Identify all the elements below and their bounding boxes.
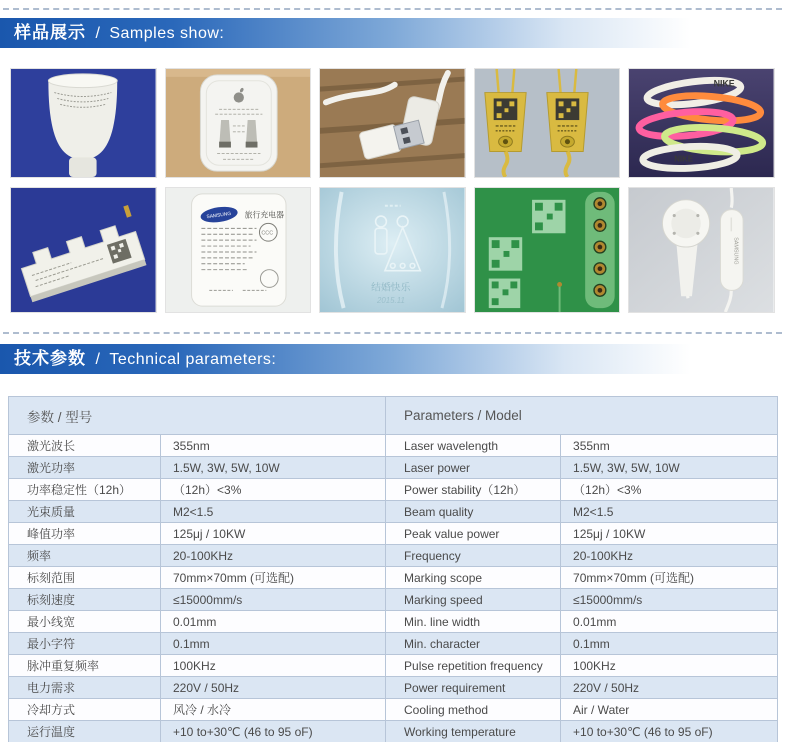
charger-body (200, 75, 277, 171)
sample-photo-nike-wristbands (628, 68, 775, 178)
cn-value-cell: 100KHz (161, 655, 386, 677)
cn-value-cell: 0.1mm (161, 633, 386, 655)
table-row (9, 545, 778, 567)
cn-param-cell: 激光功率 (9, 457, 161, 479)
en-param-cell: Min. character (386, 633, 561, 655)
table-row (9, 655, 778, 677)
cn-value-cell: 70mm×70mm (可选配) (161, 567, 386, 589)
cn-value-cell: 风冷 / 水冷 (161, 699, 386, 721)
sample-photo-glass-engraving (319, 187, 466, 313)
sample-photo-led-bulb (10, 68, 157, 178)
parameters-title-en: Technical parameters: (109, 351, 277, 368)
sample-photo-apple-charger (165, 68, 312, 178)
en-param-cell: Marking scope (386, 567, 561, 589)
charger-label-text: 旅行充电器 (244, 210, 284, 220)
sample-photo-usb-cable (319, 68, 466, 178)
technical-parameters-table (8, 396, 778, 742)
en-param-cell: Min. line width (386, 611, 561, 633)
sample-photo-power-module (10, 187, 157, 313)
en-param-cell: Peak value power (386, 523, 561, 545)
spec-table-container (8, 396, 777, 742)
cn-value-cell: +10 to+30℃ (46 to 95 oF) (161, 721, 386, 742)
table-header-row (9, 397, 778, 435)
table-row (9, 633, 778, 655)
samples-title-separator: / (95, 25, 100, 42)
apple-charger-image (166, 69, 311, 177)
cn-value-cell: 125μj / 10KW (161, 523, 386, 545)
cn-value-cell: ≤15000mm/s (161, 589, 386, 611)
sample-photo-security-seals (474, 68, 621, 178)
samples-row-1 (0, 68, 785, 178)
en-param-cell: Power stability（12h） (386, 479, 561, 501)
power-module-image (11, 188, 156, 312)
cn-value-cell: 355nm (161, 435, 386, 457)
security-seals-image (475, 69, 620, 177)
en-param-cell: Power requirement (386, 677, 561, 699)
bulb-rim (48, 74, 117, 88)
cn-param-cell: 功率稳定性（12h） (9, 479, 161, 501)
en-param-cell: Pulse repetition frequency (386, 655, 561, 677)
en-value-cell: （12h）<3% (561, 479, 778, 501)
table-row (9, 611, 778, 633)
header-cell-cn: 参数 / 型号 (9, 397, 386, 435)
nike-logo-text: NIKE (713, 78, 736, 89)
en-param-cell: Laser power (386, 457, 561, 479)
glass-date-text: 2015.11 (377, 296, 406, 306)
en-value-cell: +10 to+30℃ (46 to 95 oF) (561, 721, 778, 742)
en-value-cell: Air / Water (561, 699, 778, 721)
cn-param-cell: 激光波长 (9, 435, 161, 457)
en-value-cell: 100KHz (561, 655, 778, 677)
en-value-cell: 0.1mm (561, 633, 778, 655)
nike-logo-text: NIKE (674, 154, 694, 164)
ccc-mark-text: CCC (261, 230, 273, 237)
en-value-cell: 0.01mm (561, 611, 778, 633)
glass-engraving-image (320, 188, 465, 312)
pcb-board-image (475, 188, 620, 312)
cn-value-cell: 1.5W, 3W, 5W, 10W (161, 457, 386, 479)
table-row (9, 721, 778, 742)
table-row (9, 435, 778, 457)
en-param-cell: Cooling method (386, 699, 561, 721)
en-value-cell: 1.5W, 3W, 5W, 10W (561, 457, 778, 479)
parameters-banner (0, 344, 785, 374)
glass-greeting-text: 结婚快乐 (371, 282, 411, 294)
cn-param-cell: 光束质量 (9, 501, 161, 523)
en-value-cell: 20-100KHz (561, 545, 778, 567)
earphone-image (629, 188, 774, 312)
en-value-cell: 220V / 50Hz (561, 677, 778, 699)
samples-banner (0, 18, 785, 48)
en-value-cell: ≤15000mm/s (561, 589, 778, 611)
sample-photo-pcb-board (474, 187, 621, 313)
cn-value-cell: （12h）<3% (161, 479, 386, 501)
cn-param-cell: 频率 (9, 545, 161, 567)
bulb-neck (69, 157, 97, 177)
cn-param-cell: 电力需求 (9, 677, 161, 699)
cn-param-cell: 冷却方式 (9, 699, 161, 721)
cn-param-cell: 最小线宽 (9, 611, 161, 633)
table-row (9, 699, 778, 721)
cn-value-cell: 20-100KHz (161, 545, 386, 567)
table-row (9, 457, 778, 479)
samsung-remote-text: SAMSUNG (732, 237, 739, 265)
dashed-divider-middle (3, 332, 782, 334)
nike-wristbands-image (629, 69, 774, 177)
sample-photo-samsung-charger (165, 187, 312, 313)
cn-value-cell: M2<1.5 (161, 501, 386, 523)
dashed-divider-top (3, 8, 782, 10)
dark-background (629, 69, 774, 177)
en-param-cell: Working temperature (386, 721, 561, 742)
parameters-title-cn: 技术参数 (14, 349, 86, 368)
en-value-cell: 125μj / 10KW (561, 523, 778, 545)
samsung-charger-image (166, 188, 311, 312)
cn-value-cell: 0.01mm (161, 611, 386, 633)
cn-param-cell: 脉冲重复频率 (9, 655, 161, 677)
cn-value-cell: 220V / 50Hz (161, 677, 386, 699)
led-bulb-image (11, 69, 156, 177)
table-row (9, 589, 778, 611)
table-row (9, 677, 778, 699)
cn-param-cell: 标刻速度 (9, 589, 161, 611)
table-row (9, 567, 778, 589)
parameters-title-separator: / (95, 351, 100, 368)
samples-title-cn: 样品展示 (14, 23, 86, 42)
pcb-via (557, 282, 562, 287)
cn-param-cell: 标刻范围 (9, 567, 161, 589)
cn-param-cell: 最小字符 (9, 633, 161, 655)
cn-param-cell: 运行温度 (9, 721, 161, 742)
samples-title-en: Samples show: (109, 25, 225, 42)
en-value-cell: 70mm×70mm (可选配) (561, 567, 778, 589)
header-cell-en: Parameters / Model (386, 397, 778, 435)
en-param-cell: Beam quality (386, 501, 561, 523)
en-param-cell: Laser wavelength (386, 435, 561, 457)
cn-param-cell: 峰值功率 (9, 523, 161, 545)
samples-row-2 (0, 187, 785, 313)
table-row (9, 479, 778, 501)
usb-cable-image (320, 69, 465, 177)
en-param-cell: Frequency (386, 545, 561, 567)
en-value-cell: 355nm (561, 435, 778, 457)
en-param-cell: Marking speed (386, 589, 561, 611)
table-row (9, 523, 778, 545)
en-value-cell: M2<1.5 (561, 501, 778, 523)
sample-photo-earphone (628, 187, 775, 313)
samsung-logo-text: SAMSUNG (205, 211, 232, 221)
table-row (9, 501, 778, 523)
